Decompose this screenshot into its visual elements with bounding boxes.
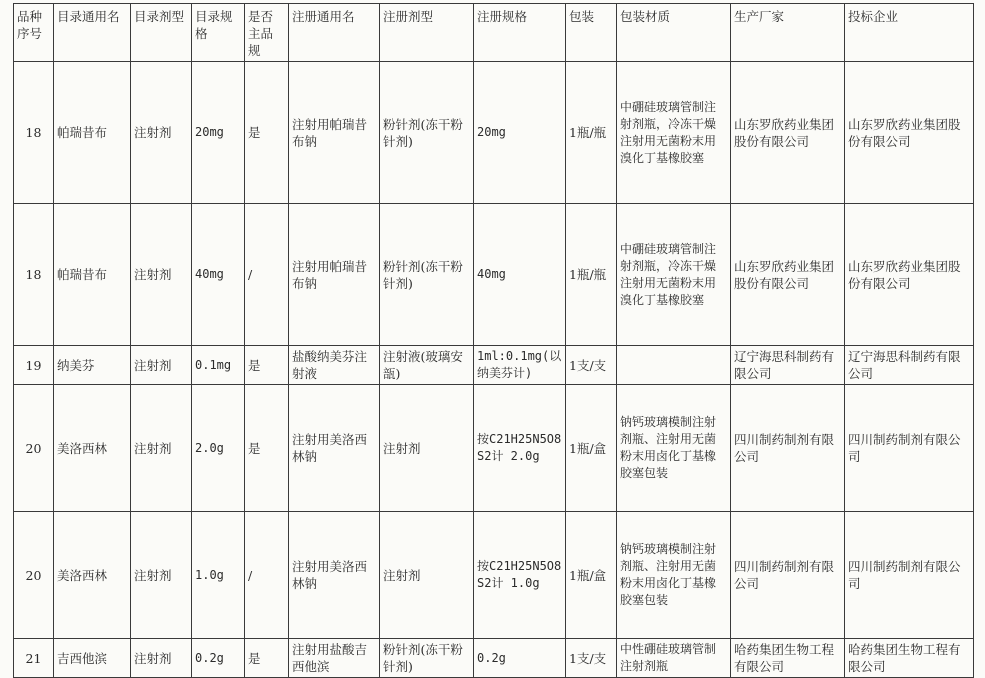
header-cell: 注册通用名 xyxy=(289,4,380,62)
header-cell: 注册规格 xyxy=(474,4,566,62)
reg-name-cell: 盐酸纳美芬注射液 xyxy=(289,346,380,385)
table-row xyxy=(14,62,974,204)
package-cell: 1瓶/瓶 xyxy=(566,204,617,346)
header-cell: 投标企业 xyxy=(845,4,974,62)
bidder-cell: 四川制药制剂有限公司 xyxy=(845,512,974,639)
reg-name-cell: 注射用帕瑞昔布钠 xyxy=(289,204,380,346)
package-cell: 1支/支 xyxy=(566,346,617,385)
drug-bid-table xyxy=(13,3,974,678)
catalog-name-cell: 美洛西林 xyxy=(54,385,131,512)
header-cell: 品种序号 xyxy=(14,4,54,62)
material-cell: 钠钙玻璃模制注射剂瓶、注射用无菌粉末用卤化丁基橡胶塞包装 xyxy=(617,385,731,512)
material-cell: 钠钙玻璃模制注射剂瓶、注射用无菌粉末用卤化丁基橡胶塞包装 xyxy=(617,512,731,639)
reg-form-cell: 粉针剂(冻干粉针剂) xyxy=(380,639,474,678)
header-cell: 注册剂型 xyxy=(380,4,474,62)
reg-name-cell: 注射用美洛西林钠 xyxy=(289,385,380,512)
catalog-form-cell: 注射剂 xyxy=(131,512,192,639)
reg-spec-cell: 按C21H25N5O8S2计 1.0g xyxy=(474,512,566,639)
header-cell: 目录剂型 xyxy=(131,4,192,62)
catalog-name-cell: 帕瑞昔布 xyxy=(54,62,131,204)
reg-name-cell: 注射用美洛西林钠 xyxy=(289,512,380,639)
main-spec-cell: 是 xyxy=(245,62,289,204)
reg-form-cell: 粉针剂(冻干粉针剂) xyxy=(380,204,474,346)
reg-form-cell: 粉针剂(冻干粉针剂) xyxy=(380,62,474,204)
reg-spec-cell: 1ml:0.1mg(以纳美芬计) xyxy=(474,346,566,385)
package-cell: 1支/支 xyxy=(566,639,617,678)
main-spec-cell: / xyxy=(245,204,289,346)
bidder-cell: 哈药集团生物工程有限公司 xyxy=(845,639,974,678)
main-spec-cell: 是 xyxy=(245,639,289,678)
reg-form-cell: 注射剂 xyxy=(380,512,474,639)
reg-name-cell: 注射用帕瑞昔布钠 xyxy=(289,62,380,204)
package-cell: 1瓶/盒 xyxy=(566,512,617,639)
reg-form-cell: 注射剂 xyxy=(380,385,474,512)
catalog-spec-cell: 20mg xyxy=(192,62,245,204)
catalog-spec-cell: 40mg xyxy=(192,204,245,346)
seq-cell: 20 xyxy=(14,512,54,639)
manufacturer-cell: 山东罗欣药业集团股份有限公司 xyxy=(731,62,845,204)
material-cell: 中硼硅玻璃管制注射剂瓶，冷冻干燥注射用无菌粉末用溴化丁基橡胶塞 xyxy=(617,62,731,204)
manufacturer-cell: 哈药集团生物工程有限公司 xyxy=(731,639,845,678)
header-row xyxy=(14,4,974,62)
package-cell: 1瓶/瓶 xyxy=(566,62,617,204)
material-cell xyxy=(617,346,731,385)
seq-cell: 19 xyxy=(14,346,54,385)
table-row xyxy=(14,512,974,639)
manufacturer-cell: 四川制药制剂有限公司 xyxy=(731,512,845,639)
header-cell: 包装 xyxy=(566,4,617,62)
bidder-cell: 辽宁海思科制药有限公司 xyxy=(845,346,974,385)
catalog-name-cell: 美洛西林 xyxy=(54,512,131,639)
catalog-spec-cell: 0.1mg xyxy=(192,346,245,385)
manufacturer-cell: 四川制药制剂有限公司 xyxy=(731,385,845,512)
header-cell: 目录规格 xyxy=(192,4,245,62)
catalog-form-cell: 注射剂 xyxy=(131,385,192,512)
main-spec-cell: 是 xyxy=(245,346,289,385)
table-row xyxy=(14,204,974,346)
seq-cell: 18 xyxy=(14,62,54,204)
seq-cell: 21 xyxy=(14,639,54,678)
catalog-spec-cell: 0.2g xyxy=(192,639,245,678)
catalog-spec-cell: 2.0g xyxy=(192,385,245,512)
material-cell: 中硼硅玻璃管制注射剂瓶，冷冻干燥注射用无菌粉末用溴化丁基橡胶塞 xyxy=(617,204,731,346)
catalog-name-cell: 吉西他滨 xyxy=(54,639,131,678)
material-cell: 中性硼硅玻璃管制注射剂瓶 xyxy=(617,639,731,678)
reg-name-cell: 注射用盐酸吉西他滨 xyxy=(289,639,380,678)
catalog-spec-cell: 1.0g xyxy=(192,512,245,639)
bidder-cell: 山东罗欣药业集团股份有限公司 xyxy=(845,62,974,204)
header-cell: 是否主品规 xyxy=(245,4,289,62)
reg-spec-cell: 20mg xyxy=(474,62,566,204)
header-cell: 生产厂家 xyxy=(731,4,845,62)
catalog-form-cell: 注射剂 xyxy=(131,62,192,204)
table-row xyxy=(14,385,974,512)
catalog-name-cell: 纳美芬 xyxy=(54,346,131,385)
catalog-form-cell: 注射剂 xyxy=(131,639,192,678)
header-cell: 包装材质 xyxy=(617,4,731,62)
reg-spec-cell: 40mg xyxy=(474,204,566,346)
main-spec-cell: 是 xyxy=(245,385,289,512)
seq-cell: 20 xyxy=(14,385,54,512)
main-spec-cell: / xyxy=(245,512,289,639)
table-row xyxy=(14,346,974,385)
catalog-name-cell: 帕瑞昔布 xyxy=(54,204,131,346)
catalog-form-cell: 注射剂 xyxy=(131,204,192,346)
package-cell: 1瓶/盒 xyxy=(566,385,617,512)
manufacturer-cell: 辽宁海思科制药有限公司 xyxy=(731,346,845,385)
reg-spec-cell: 按C21H25N5O8S2计 2.0g xyxy=(474,385,566,512)
reg-form-cell: 注射液(玻璃安瓿) xyxy=(380,346,474,385)
reg-spec-cell: 0.2g xyxy=(474,639,566,678)
header-cell: 目录通用名 xyxy=(54,4,131,62)
bidder-cell: 四川制药制剂有限公司 xyxy=(845,385,974,512)
seq-cell: 18 xyxy=(14,204,54,346)
catalog-form-cell: 注射剂 xyxy=(131,346,192,385)
manufacturer-cell: 山东罗欣药业集团股份有限公司 xyxy=(731,204,845,346)
table-row xyxy=(14,639,974,678)
bidder-cell: 山东罗欣药业集团股份有限公司 xyxy=(845,204,974,346)
